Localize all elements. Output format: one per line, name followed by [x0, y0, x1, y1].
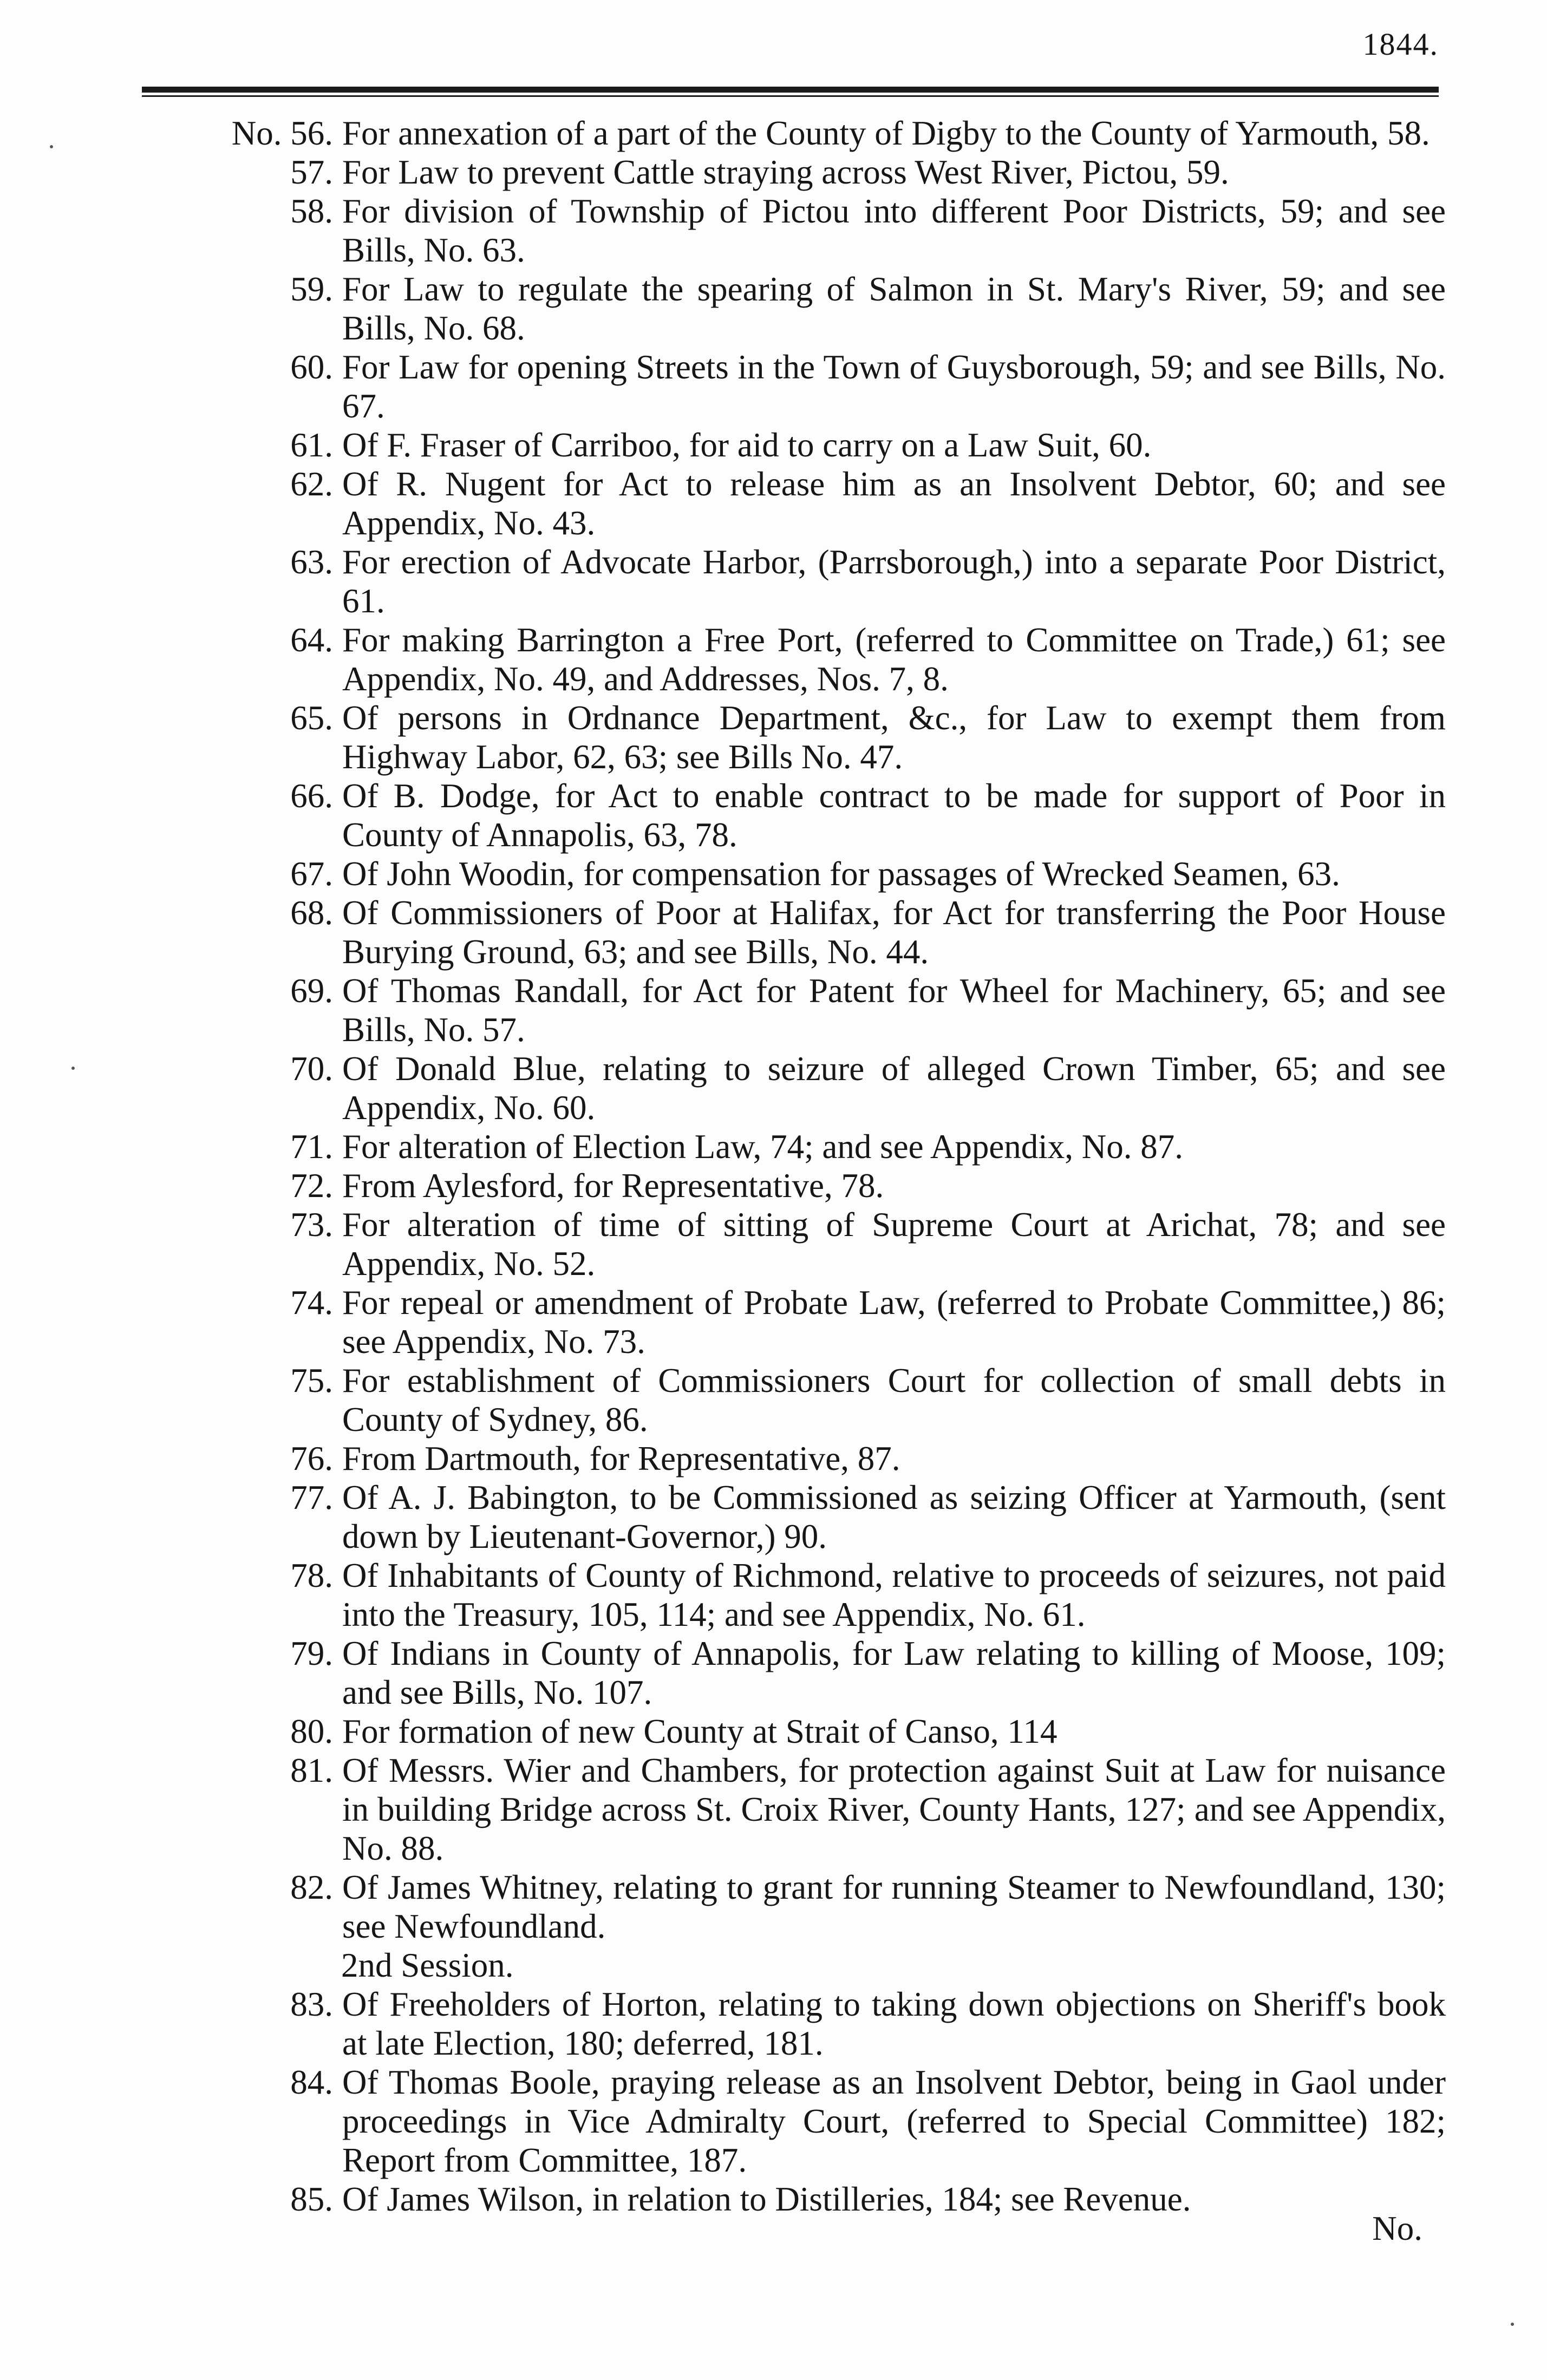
entry-text: Of Inhabitants of County of Richmond, relative to proceeds of seizures, not paid into the Treasury, 105, 114; and see Appendix, No. 61.	[342, 1557, 1446, 1633]
list-item	[130, 1985, 1446, 2063]
entry-text: For Law to prevent Cattle straying across West River, Pictou, 59.	[342, 153, 1229, 191]
list-item	[130, 270, 1446, 348]
entry-number: 74.	[290, 1284, 333, 1322]
entry-number: 79.	[290, 1634, 333, 1672]
list-item	[130, 620, 1446, 698]
entry-number: 63.	[290, 543, 333, 581]
entry-text: Of James Wilson, in relation to Distilleries, 184; see Revenue.	[342, 2180, 1191, 2218]
entry-number: 78.	[290, 1557, 333, 1594]
entry-number: 72.	[290, 1167, 333, 1205]
entry-text: Of John Woodin, for compensation for passages of Wrecked Seamen, 63.	[342, 855, 1340, 893]
list-item	[130, 1361, 1446, 1439]
page-year: 1844.	[1362, 27, 1439, 62]
entry-text: For annexation of a part of the County of Digby to the County of Yarmouth, 58.	[342, 114, 1430, 152]
list-item	[130, 1049, 1446, 1127]
list-item	[130, 1751, 1446, 1868]
entry-number: 59.	[290, 270, 333, 308]
entry-number: 73.	[290, 1206, 333, 1244]
entry-number: 70.	[290, 1050, 333, 1088]
list-item	[130, 542, 1446, 620]
entry-number: 58.	[290, 192, 333, 230]
paper-speck	[71, 1067, 75, 1070]
entry-number: 85.	[290, 2180, 333, 2218]
entry-number: 76.	[290, 1440, 333, 1477]
entry-text: Of Indians in County of Annapolis, for Law relating to killing of Moose, 109; and see Bills, No. 107.	[342, 1634, 1446, 1711]
list-item	[130, 2063, 1446, 2180]
list-item	[130, 192, 1446, 270]
list-item	[130, 153, 1446, 192]
entry-text: Of persons in Ordnance Department, &c., for Law to exempt them from Highway Labor, 62, 63; see Bills No. 47.	[342, 699, 1446, 776]
list-item	[130, 114, 1446, 153]
entry-text: From Dartmouth, for Representative, 87.	[342, 1440, 900, 1477]
entry-text: For alteration of time of sitting of Supreme Court at Arichat, 78; and see Appendix, No. 52.	[342, 1206, 1446, 1283]
entry-text: For Law for opening Streets in the Town of Guysborough, 59; and see Bills, No. 67.	[342, 348, 1446, 425]
paper-speck	[1511, 2323, 1514, 2326]
entry-text: Of Messrs. Wier and Chambers, for protection against Suit at Law for nuisance in building Bridge across St. Croix River, County Hants, 127; and see Appendix, No. 88.	[342, 1751, 1446, 1867]
entry-text: Of B. Dodge, for Act to enable contract to be made for support of Poor in County of Annapolis, 63, 78.	[342, 777, 1446, 854]
list-item	[130, 1166, 1446, 1205]
list-item	[130, 1634, 1446, 1712]
list-item	[130, 698, 1446, 776]
list-item	[130, 854, 1446, 893]
list-item	[130, 1712, 1446, 1751]
entry-number: 57.	[290, 153, 333, 191]
entry-number: 67.	[290, 855, 333, 893]
entry-text: Of James Whitney, relating to grant for running Steamer to Newfoundland, 130; see Newfoundland.	[342, 1868, 1446, 1945]
entry-text: Of Donald Blue, relating to seizure of alleged Crown Timber, 65; and see Appendix, No. 60.	[342, 1050, 1446, 1127]
entry-number: 69.	[290, 972, 333, 1010]
entry-text: For erection of Advocate Harbor, (Parrsborough,) into a separate Poor District, 61.	[342, 543, 1446, 620]
list-item	[130, 1556, 1446, 1634]
list-item	[130, 465, 1446, 542]
entry-number: 60.	[290, 348, 333, 386]
entry-text: For making Barrington a Free Port, (referred to Committee on Trade,) 61; see Appendix, No. 49, and Addresses, Nos. 7, 8.	[342, 621, 1446, 698]
entry-number: 81.	[290, 1751, 333, 1789]
entry-text: Of R. Nugent for Act to release him as an Insolvent Debtor, 60; and see Appendix, No. 43.	[342, 465, 1446, 542]
list-item	[130, 2180, 1446, 2219]
list-item	[130, 348, 1446, 426]
entry-number: 65.	[290, 699, 333, 737]
entry-text: Of F. Fraser of Carriboo, for aid to carry on a Law Suit, 60.	[342, 426, 1152, 464]
catchword: No.	[1372, 2209, 1422, 2247]
entry-number: 64.	[290, 621, 333, 659]
entry-number: 71.	[290, 1128, 333, 1166]
entry-text: For division of Township of Pictou into different Poor Districts, 59; and see Bills, No. 63.	[342, 192, 1446, 269]
entry-number: 75.	[290, 1362, 333, 1400]
list-item	[130, 1478, 1446, 1556]
entry-text: Of A. J. Babington, to be Commissioned as seizing Officer at Yarmouth, (sent down by Lieutenant-Governor,) 90.	[342, 1479, 1446, 1555]
paper-speck	[50, 145, 53, 148]
session-heading: 2nd Session.	[341, 1946, 514, 1984]
entry-text: For establishment of Commissioners Court for collection of small debts in County of Sydney, 86.	[342, 1362, 1446, 1439]
list-item	[130, 971, 1446, 1049]
list-item	[130, 1868, 1446, 1946]
entry-number: 62.	[290, 465, 333, 503]
list-item	[130, 1283, 1446, 1361]
list-item	[130, 893, 1446, 971]
entry-number: 61.	[290, 426, 333, 464]
entry-number: No. 56.	[231, 114, 333, 152]
entry-number: 80.	[290, 1712, 333, 1750]
header-rule-thin	[142, 95, 1439, 97]
entry-number: 68.	[290, 894, 333, 932]
list-item	[130, 426, 1446, 465]
entry-number: 66.	[290, 777, 333, 815]
entry-text: Of Thomas Boole, praying release as an Insolvent Debtor, being in Gaol under proceedings in Vice Admiralty Court, (referred to Special Committee) 182; Report from Committee, 187.	[342, 2063, 1446, 2179]
header-rule-thick	[142, 87, 1439, 93]
entry-text: For formation of new County at Strait of Canso, 114	[342, 1712, 1058, 1750]
entry-text: For Law to regulate the spearing of Salmon in St. Mary's River, 59; and see Bills, No. 68.	[342, 270, 1446, 347]
entry-text: Of Commissioners of Poor at Halifax, for Act for transferring the Poor House Burying Ground, 63; and see Bills, No. 44.	[342, 894, 1446, 971]
entry-text: From Aylesford, for Representative, 78.	[342, 1167, 884, 1205]
entry-number: 82.	[290, 1868, 333, 1906]
entry-text: For repeal or amendment of Probate Law, (referred to Probate Committee,) 86; see Appendix, No. 73.	[342, 1284, 1446, 1361]
entry-number: 77.	[290, 1479, 333, 1516]
entry-text: For alteration of Election Law, 74; and see Appendix, No. 87.	[342, 1128, 1184, 1166]
list-item	[130, 1439, 1446, 1478]
entry-text: Of Thomas Randall, for Act for Patent for Wheel for Machinery, 65; and see Bills, No. 57.	[342, 972, 1446, 1049]
entry-number: 84.	[290, 2063, 333, 2101]
petition-list	[130, 114, 1446, 2219]
list-item	[130, 1205, 1446, 1283]
list-item	[130, 1127, 1446, 1166]
entry-text: Of Freeholders of Horton, relating to taking down objections on Sheriff's book at late Election, 180; deferred, 181.	[342, 1985, 1446, 2062]
entry-number: 83.	[290, 1985, 333, 2023]
list-item	[130, 776, 1446, 854]
